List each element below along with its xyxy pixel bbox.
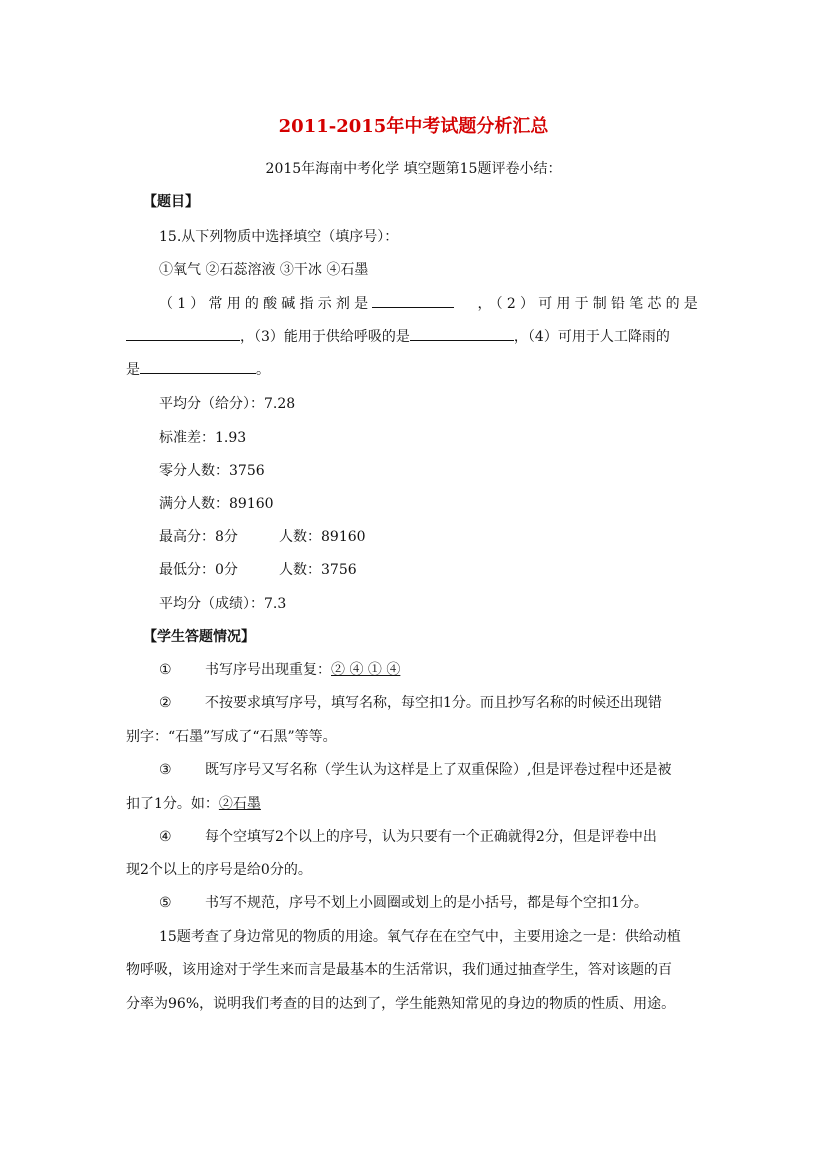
item-text: 书写不规范，序号不划上小圆圈或划上的是小括号，都是每个空扣1分。: [205, 895, 648, 911]
answer-item-4-cont: 现2个以上的序号是给0分的。: [126, 862, 312, 878]
item-number: ①: [159, 662, 172, 678]
stat-std-dev: 标准差：1.93: [159, 430, 247, 446]
item-text: 不按要求填写序号，填写名称，每空扣1分。而且抄写名称的时候还出现错: [205, 695, 662, 711]
item-number: ②: [159, 695, 172, 711]
answer-blank-4: [140, 359, 256, 374]
stat-avg-grade: 平均分（成绩）：7.3: [159, 596, 287, 612]
answer-blank-3: [410, 326, 514, 341]
question-stem: 15.从下列物质中选择填空（填序号）：: [159, 229, 399, 245]
answer-item-3-cont: [126, 793, 261, 813]
conclusion-line-1: 15题考查了身边常见的物质的用途。氧气存在在空气中，主要用途之一是：供给动植: [159, 929, 681, 945]
answer-blank-2: [126, 326, 240, 341]
stat-min-people: 人数：3756: [279, 562, 357, 578]
answer-item-1: [159, 659, 400, 679]
item-text-cont: 扣了1分。如：: [126, 796, 219, 812]
section-heading-answers: 【学生答题情况】: [143, 629, 255, 645]
question-part-4: ，（4）可用于人工降雨的: [513, 329, 670, 345]
item-example: ② ④ ① ④: [331, 662, 401, 678]
question-line-3: [126, 359, 270, 379]
item-text: 既写序号又写名称（学生认为这样是上了双重保险）,但是评卷过程中还是被: [205, 762, 672, 778]
question-part-5b: 。: [256, 362, 270, 378]
answer-blank-1: [372, 293, 454, 308]
conclusion-line-3: 分率为96%，说明我们考查的目的达到了，学生能熟知常见的身边的物质的性质、用途。: [126, 996, 676, 1012]
question-part-5a: 是: [126, 362, 140, 378]
stat-max-people: 人数：89160: [279, 529, 366, 545]
item-number: ⑤: [159, 895, 172, 911]
question-part-3: ，（3）能用于供给呼吸的是: [240, 329, 410, 345]
item-text: 每个空填写2个以上的序号，认为只要有一个正确就得2分，但是评卷中出: [205, 829, 657, 845]
answer-item-2: [159, 692, 662, 712]
question-part-1: （1）常用的酸碱指示剂是: [159, 296, 373, 312]
item-example: ②石墨: [218, 796, 261, 812]
page-title: 2011-2015年中考试题分析汇总: [278, 116, 549, 137]
item-number: ④: [159, 829, 172, 845]
item-number: ③: [159, 762, 172, 778]
stat-max-row: [159, 526, 366, 546]
question-line-2: [126, 326, 670, 346]
question-options: ①氧气 ②石蕊溶液 ③干冰 ④石墨: [159, 262, 369, 278]
answer-item-3: [159, 759, 671, 779]
answer-item-2-cont: 别字：“石墨”写成了“石黑”等等。: [126, 729, 337, 745]
stat-full-count: 满分人数：89160: [159, 496, 274, 512]
answer-item-4: [159, 826, 657, 846]
stat-zero-count: 零分人数：3756: [159, 463, 265, 479]
stat-max-score: 最高分：8分: [159, 529, 238, 545]
answer-item-5: [159, 892, 648, 912]
conclusion-line-2: 物呼吸，该用途对于学生来而言是最基本的生活常识，我们通过抽查学生，答对该题的百: [126, 962, 672, 978]
page-subtitle: 2015年海南中考化学 填空题第15题评卷小结：: [265, 161, 562, 177]
stat-avg-score: 平均分（给分）：7.28: [159, 396, 296, 412]
section-heading-question: 【题目】: [143, 194, 199, 210]
item-text: 书写序号出现重复：: [205, 662, 331, 678]
question-part-2: ，（2）可用于制铅笔芯的是: [477, 296, 702, 312]
stat-min-row: [159, 559, 357, 579]
question-line-1: [159, 293, 702, 313]
stat-min-score: 最低分：0分: [159, 562, 238, 578]
